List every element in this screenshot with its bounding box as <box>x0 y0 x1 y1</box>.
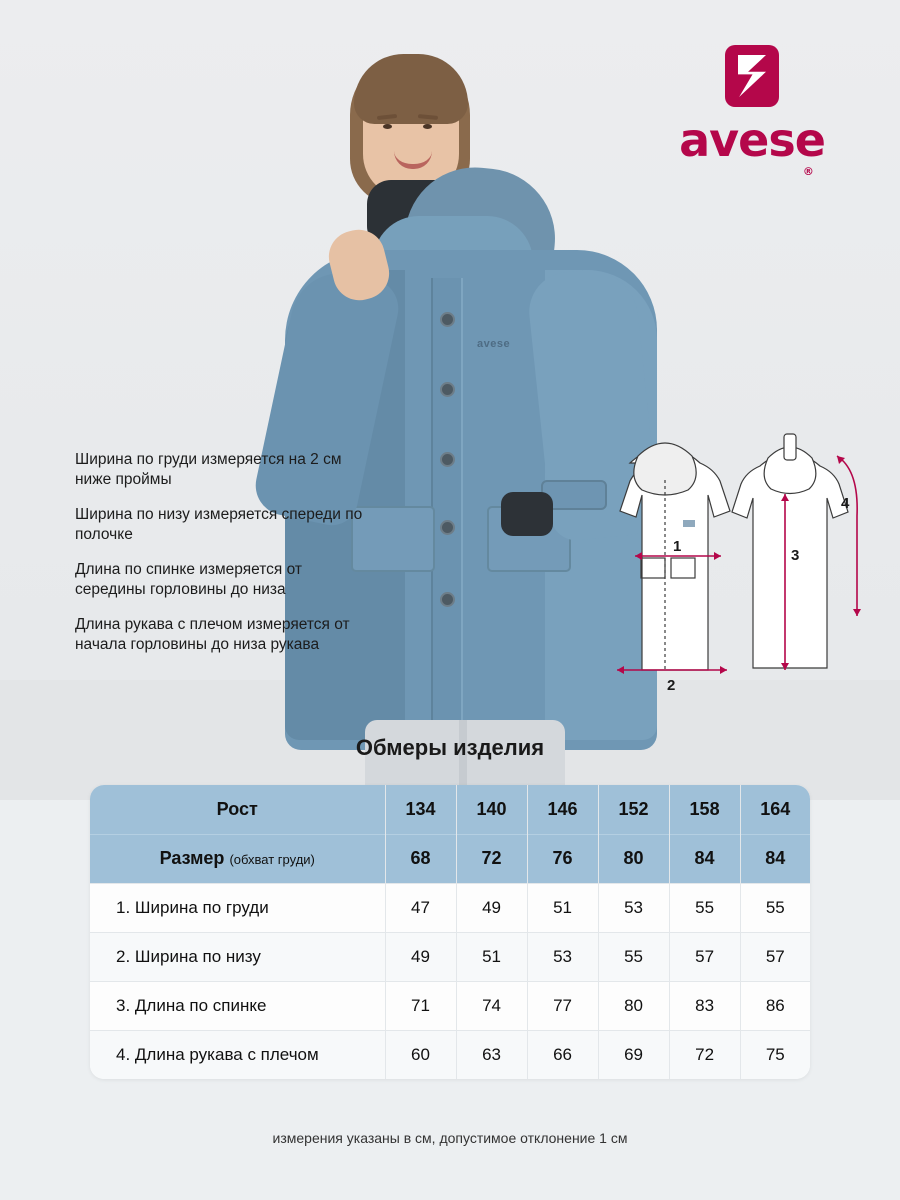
header-size-3: 80 <box>598 834 669 883</box>
jacket-placket <box>431 278 463 746</box>
header-height-4: 158 <box>669 785 740 834</box>
cell-4-4: 72 <box>669 1030 740 1079</box>
cell-3-3: 80 <box>598 981 669 1030</box>
table-row <box>90 981 810 1030</box>
cell-1-2: 51 <box>527 883 598 932</box>
row-label-4 <box>90 1030 385 1079</box>
eye-right-icon <box>423 124 432 129</box>
table-row <box>90 932 810 981</box>
brand-name <box>679 113 825 178</box>
header-size-text: Размер <box>159 848 225 868</box>
technical-sketch <box>575 408 865 708</box>
brand-name-text: avese <box>679 113 825 167</box>
table-footnote: измерения указаны в см, допустимое отклонение 1 см <box>272 1130 628 1146</box>
cell-1-0: 47 <box>385 883 456 932</box>
cell-3-2: 77 <box>527 981 598 1030</box>
header-height-5: 164 <box>740 785 810 834</box>
header-size-sub: (обхват груди) <box>229 852 315 867</box>
header-size-2: 76 <box>527 834 598 883</box>
row-label-1 <box>90 883 385 932</box>
header-height-0: 134 <box>385 785 456 834</box>
cell-4-5: 75 <box>740 1030 810 1079</box>
snap-button-3 <box>440 452 455 467</box>
cell-3-4: 83 <box>669 981 740 1030</box>
table-header-sizes <box>90 834 810 883</box>
measurement-notes <box>75 450 375 670</box>
row-text-3: Длина по спинке <box>134 995 267 1015</box>
row-text-2: Ширина по низу <box>134 946 261 966</box>
avese-logo-icon <box>725 45 779 107</box>
cell-2-5: 57 <box>740 932 810 981</box>
table-row <box>90 883 810 932</box>
cell-4-0: 60 <box>385 1030 456 1079</box>
inner-sleeve-cuff <box>501 492 553 536</box>
header-size-0: 68 <box>385 834 456 883</box>
hair-top-icon <box>354 54 468 124</box>
cell-2-4: 57 <box>669 932 740 981</box>
header-height-2: 146 <box>527 785 598 834</box>
cell-2-1: 51 <box>456 932 527 981</box>
brand-logo <box>662 45 842 178</box>
sketch-callout-4: 4 <box>841 495 850 512</box>
sketch-callout-1: 1 <box>673 538 682 555</box>
sketch-callout-3: 3 <box>791 547 800 564</box>
header-height-label: Рост <box>90 785 385 834</box>
note-2: Ширина по низу измеряется спереди по полочке <box>75 505 363 544</box>
row-label-3 <box>90 981 385 1030</box>
row-label-2 <box>90 932 385 981</box>
cell-1-1: 49 <box>456 883 527 932</box>
row-number-1: 1. <box>116 897 131 917</box>
cell-3-5: 86 <box>740 981 810 1030</box>
cell-3-1: 74 <box>456 981 527 1030</box>
cell-4-1: 63 <box>456 1030 527 1079</box>
note-1: Ширина по груди измеряется на 2 см ниже проймы <box>75 451 342 489</box>
snap-button-4 <box>440 520 455 535</box>
registered-mark: ® <box>802 165 813 178</box>
header-size-4: 84 <box>669 834 740 883</box>
size-table <box>90 785 810 1079</box>
row-number-4: 4. <box>116 1044 131 1064</box>
cell-1-3: 53 <box>598 883 669 932</box>
cell-4-2: 66 <box>527 1030 598 1079</box>
snap-button-1 <box>440 312 455 327</box>
cell-2-2: 53 <box>527 932 598 981</box>
note-3: Длина по спинке измеряется от середины горловины до низа <box>75 560 302 599</box>
snap-button-5 <box>440 592 455 607</box>
cell-4-3: 69 <box>598 1030 669 1079</box>
note-4: Длина рукава с плечом измеряется от начала горловины до низа рукава <box>75 615 350 654</box>
table-row <box>90 1030 810 1079</box>
header-height-1: 140 <box>456 785 527 834</box>
chest-brand-label: avese <box>477 338 511 350</box>
snap-button-2 <box>440 382 455 397</box>
header-size-5: 84 <box>740 834 810 883</box>
eye-left-icon <box>383 124 392 129</box>
header-height-3: 152 <box>598 785 669 834</box>
sketch-callout-2: 2 <box>667 677 676 694</box>
page-title: Обмеры изделия <box>355 735 545 760</box>
header-size-label <box>90 834 385 883</box>
row-text-4: Длина рукава с плечом <box>134 1044 319 1064</box>
header-size-1: 72 <box>456 834 527 883</box>
cell-1-4: 55 <box>669 883 740 932</box>
cell-1-5: 55 <box>740 883 810 932</box>
row-number-2: 2. <box>116 946 131 966</box>
cell-2-0: 49 <box>385 932 456 981</box>
row-number-3: 3. <box>116 995 131 1015</box>
cell-3-0: 71 <box>385 981 456 1030</box>
row-text-1: Ширина по груди <box>134 897 269 917</box>
table-header-heights <box>90 785 810 834</box>
cell-2-3: 55 <box>598 932 669 981</box>
